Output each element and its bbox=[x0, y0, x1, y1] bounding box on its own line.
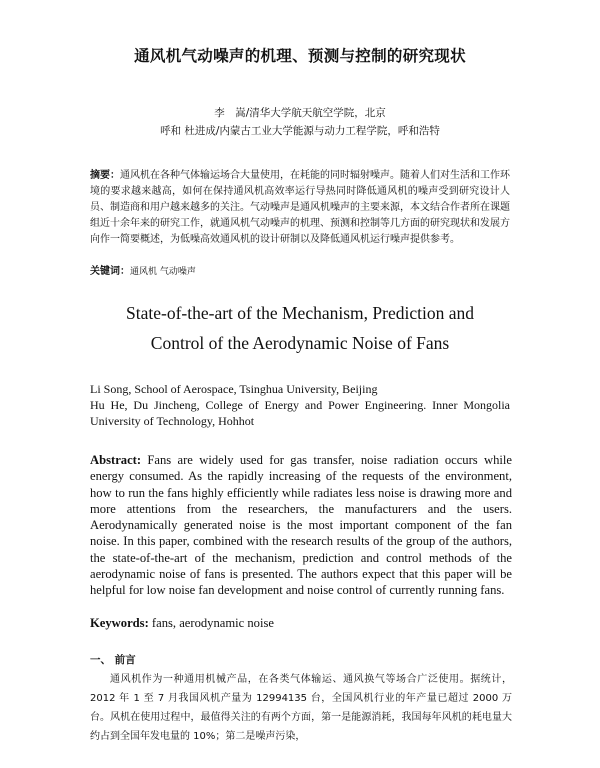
chinese-author-line-2: 呼和 杜进成/内蒙古工业大学能源与动力工程学院，呼和浩特 bbox=[160, 125, 440, 137]
chinese-abstract bbox=[90, 168, 510, 248]
chinese-keywords-label: 关键词： bbox=[90, 266, 130, 277]
english-author-line-1: Li Song, School of Aerospace, Tsinghua University, Beijing bbox=[90, 382, 378, 396]
english-author-line-2: Hu He, Du Jincheng, College of Energy and Power Engineering. Inner Mongolia University of Technology, Hohhot bbox=[90, 398, 510, 428]
chinese-abstract-label: 摘要： bbox=[90, 170, 120, 181]
english-title-line-1: State-of-the-art of the Mechanism, Prediction and bbox=[126, 303, 474, 323]
english-keywords-text: fans, aerodynamic noise bbox=[151, 616, 274, 630]
introduction-body bbox=[90, 670, 512, 746]
english-authors bbox=[90, 381, 510, 429]
english-keywords-label: Keywords: bbox=[90, 616, 149, 630]
chinese-keywords-text: 通风机 气动噪声 bbox=[130, 267, 196, 277]
english-title bbox=[0, 298, 600, 358]
chinese-author-line-1: 李 嵩/清华大学航天航空学院，北京 bbox=[214, 107, 386, 119]
chinese-keywords bbox=[90, 264, 510, 280]
chinese-authors bbox=[0, 104, 600, 140]
introduction-paragraph: 通风机作为一种通用机械产品，在各类气体输运、通风换气等场合广泛使用。据统计，2012 年 1 至 7 月我国风机产量为 12994135 台，全国风机行业的年产量已超过 2000 万台。风机在使用过程中，最值得关注的有两个方面，第一是能源消耗，我国每年风机的耗电量大约占到全国年发电量的 10%；第二是噪声污染， bbox=[90, 674, 512, 742]
chinese-abstract-text: 通风机在各种气体输运场合大量使用，在耗能的同时辐射噪声。随着人们对生活和工作环境的要求越来越高，如何在保持通风机高效率运行导热同时降低通风机的噪声受到研究设计人员、制造商和用户越来越多的关注。气动噪声是通风机噪声的主要来源，本文结合作者所在课题组近十余年来的研究工作，就通风机气动噪声的机理、预测和控制等几方面的研究现状和发展方向作一简要概述，为低噪高效通风机的设计研制以及降低通风机运行噪声提供参考。 bbox=[90, 170, 510, 245]
english-keywords bbox=[90, 615, 510, 631]
english-abstract-label: Abstract: bbox=[90, 453, 142, 467]
chinese-title: 通风机气动噪声的机理、预测与控制的研究现状 bbox=[134, 47, 466, 65]
english-title-line-2: Control of the Aerodynamic Noise of Fans bbox=[150, 333, 450, 353]
section-heading-introduction: 一、 前言 bbox=[90, 654, 136, 666]
english-abstract-text: Fans are widely used for gas transfer, noise radiation occurs while energy consumed. As the rapidly increasing of the requests of the environment, how to run the fans highly efficiently while radiates less noise is drawing more and more attentions from the researchers, the manufacturers and the users. Aerodynamically generated noise is the most important component of the fan noise. In this paper, combined with the research results of the group of the authors, the state-of-the-art of the mechanism, prediction and control methods of the aerodynamic noise of fans is presented. The authors expect that this paper will be helpful for low noise fan development and noise control of currently running fans. bbox=[90, 453, 512, 598]
english-abstract bbox=[90, 452, 512, 599]
